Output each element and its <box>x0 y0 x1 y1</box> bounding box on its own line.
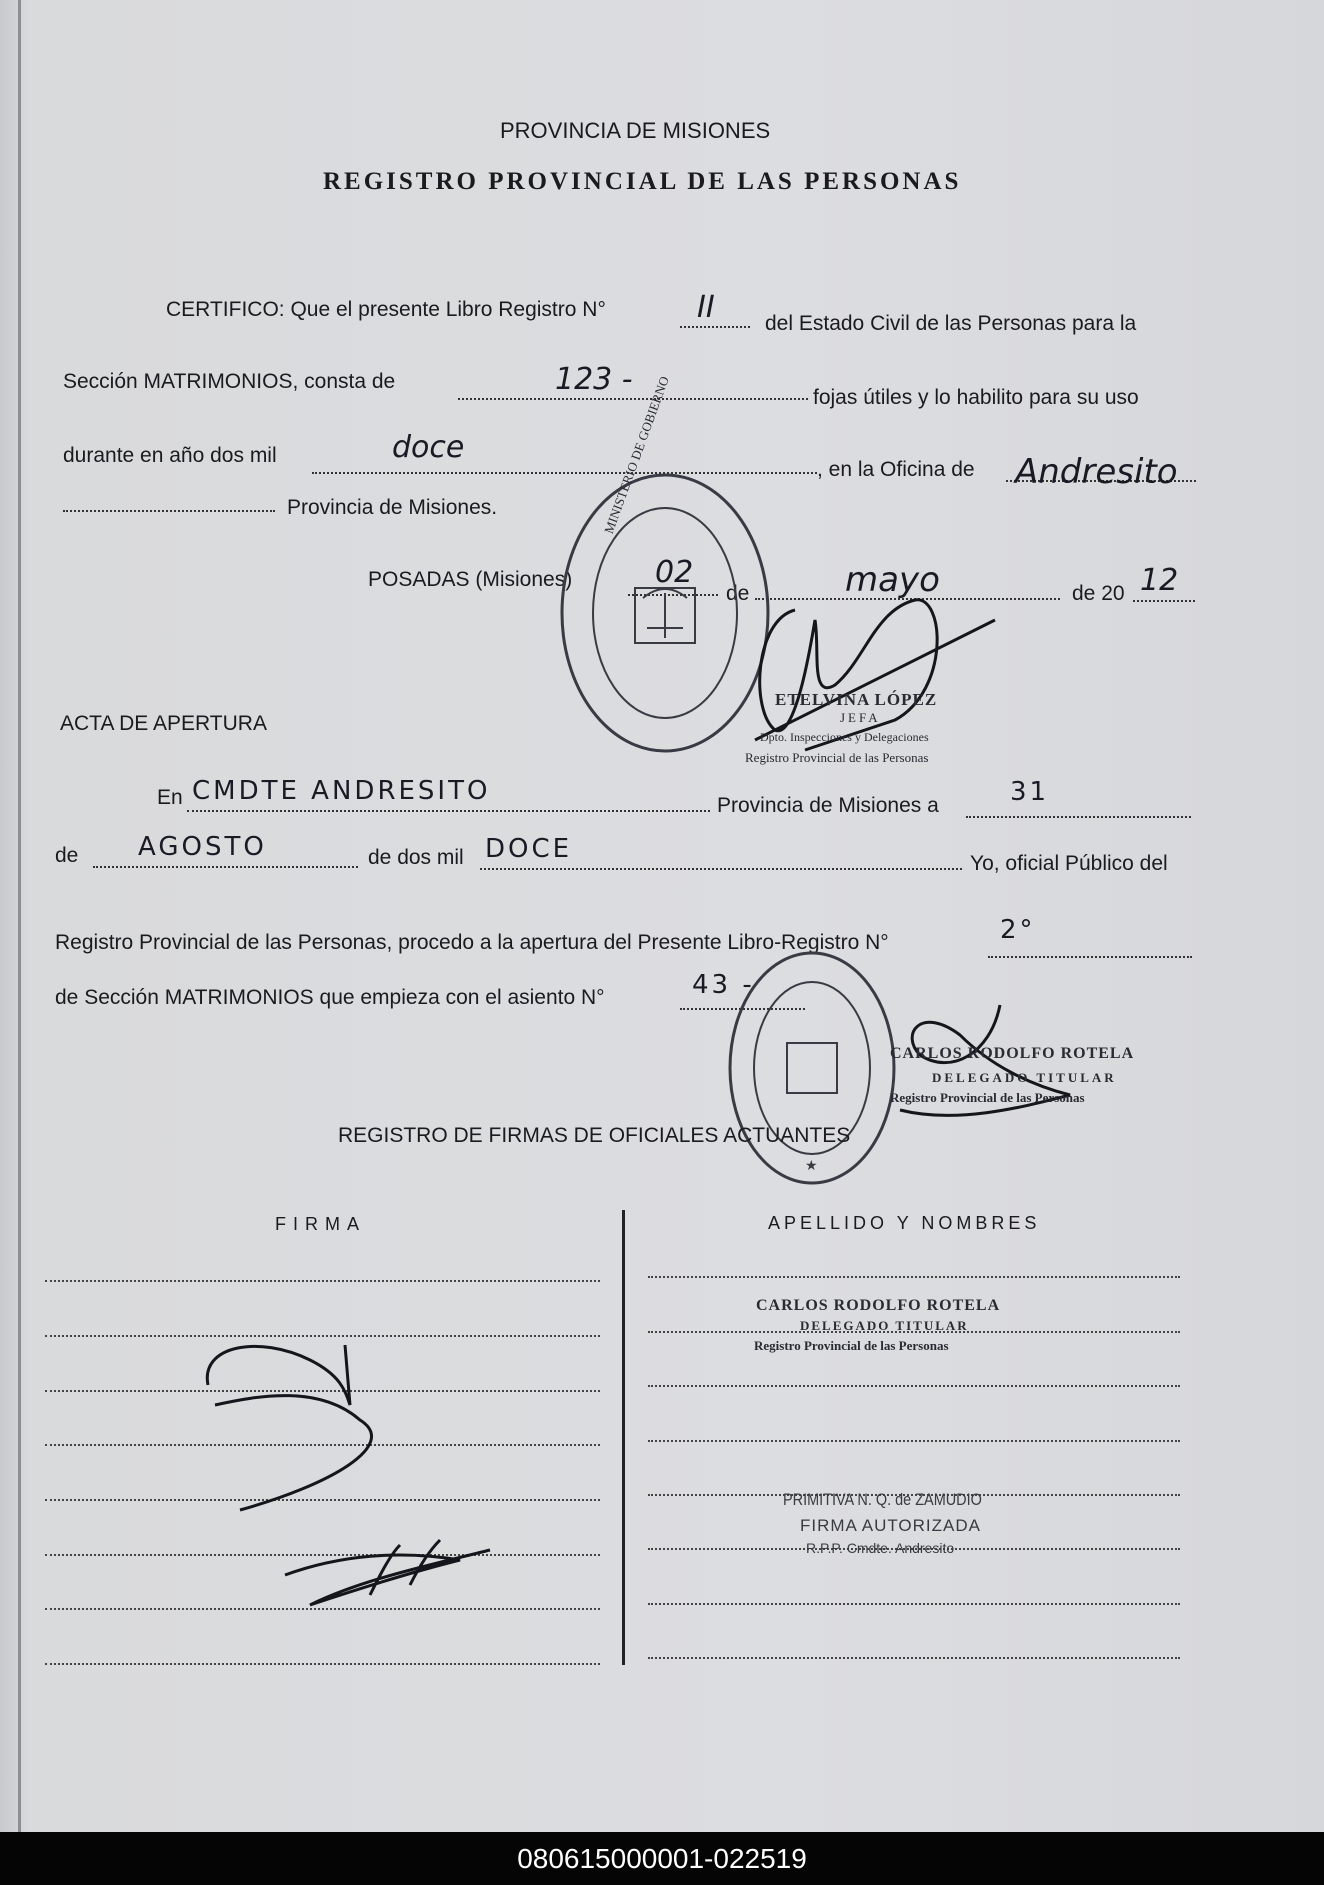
cert-line3-a: durante en año dos mil <box>63 444 277 467</box>
stamp1-name: ETELVINA LÓPEZ <box>775 690 938 709</box>
nombre-line <box>648 1657 1180 1659</box>
cert-line3-b: , en la Oficina de <box>817 458 975 481</box>
page-binding-edge <box>18 0 21 1832</box>
entry1-role: DELEGADO TITULAR <box>800 1318 969 1333</box>
stamp1-dept: Dpto. Inspecciones y Delegaciones <box>760 730 929 744</box>
col-apellido-header: APELLIDO Y NOMBRES <box>768 1213 1041 1233</box>
nombre-line <box>648 1385 1180 1387</box>
barcode-footer: 080615000001-022519 <box>0 1832 1324 1885</box>
year-prefix: de 20 <box>1072 582 1125 605</box>
cert-line2-b: fojas útiles y lo habilito para su uso <box>813 386 1139 409</box>
firma-1-scribble <box>200 1335 430 1515</box>
stamp1-org: Registro Provincial de las Personas <box>745 750 929 765</box>
nombre-line <box>648 1276 1180 1278</box>
acta-lugar-handwritten: CMDTE ANDRESITO <box>192 776 491 806</box>
acta-provincia-label: Provincia de Misiones a <box>717 794 939 817</box>
place-label: POSADAS (Misiones) <box>368 568 573 591</box>
acta-yo-label: Yo, oficial Público del <box>970 852 1168 875</box>
nombre-line <box>648 1440 1180 1442</box>
oficina-handwritten: Andresito <box>1015 452 1178 492</box>
acta-anio-handwritten: DOCE <box>485 834 573 864</box>
cert-line2-a: Sección MATRIMONIOS, consta de <box>63 370 396 393</box>
firma-line <box>45 1280 600 1282</box>
year-handwritten: 12 <box>1140 563 1179 598</box>
anio-handwritten: doce <box>392 430 465 465</box>
firma-line <box>45 1663 600 1665</box>
acta-en-label: En <box>157 786 183 809</box>
nombre-line <box>648 1603 1180 1605</box>
entry1-org: Registro Provincial de las Personas <box>754 1338 949 1353</box>
cert-line4: Provincia de Misiones. <box>287 496 498 519</box>
stamp2-org: Registro Provincial de las Personas <box>890 1090 1085 1105</box>
col-firma-header: FIRMA <box>275 1214 366 1234</box>
acta-heading: ACTA DE APERTURA <box>60 712 267 735</box>
acta-de-label: de <box>55 844 79 867</box>
stamp1-role: JEFA <box>840 710 881 725</box>
acta-dia-handwritten: 31 <box>1010 777 1050 807</box>
entry2-org: R.P.P. Cmdte. Andresito <box>806 1540 955 1556</box>
acta-libro-handwritten: 2° <box>1000 915 1036 945</box>
acta-dosmil-label: de dos mil <box>368 846 464 869</box>
fojas-field <box>458 378 808 400</box>
acta-line3: Registro Provincial de las Personas, procedo a la apertura del Presente Libro-Registro N° <box>55 931 889 954</box>
entry2-role: FIRMA AUTORIZADA <box>800 1516 981 1535</box>
acta-dia-field <box>966 798 1191 818</box>
entry2-name: PRIMITIVA N. Q. de ZAMUDIO <box>783 1490 982 1509</box>
oval-seal-2 <box>725 948 900 1188</box>
acta-line4: de Sección MATRIMONIOS que empieza con el asiento N° <box>55 986 605 1009</box>
acta-mes-handwritten: AGOSTO <box>138 832 267 862</box>
seal1-inner-text: MINISTERIO DE GOBIERNO <box>600 374 672 536</box>
fojas-handwritten: 123 - <box>555 362 633 397</box>
line4-dots <box>63 496 275 512</box>
firmas-heading: REGISTRO DE FIRMAS DE OFICIALES ACTUANTES <box>338 1124 851 1147</box>
cert-line1-a: CERTIFICO: Que el presente Libro Registro N° <box>166 298 606 321</box>
stamp2-name: CARLOS RODOLFO ROTELA <box>890 1045 1135 1062</box>
month-handwritten: mayo <box>845 560 940 600</box>
de-label: de <box>726 582 750 605</box>
column-divider <box>622 1210 625 1665</box>
stamp2-role: DELEGADO TITULAR <box>932 1070 1117 1085</box>
acta-asiento-handwritten: 43 - <box>692 970 755 1000</box>
day-handwritten: 02 <box>655 555 694 590</box>
svg-text:★: ★ <box>805 1158 818 1174</box>
province-title: PROVINCIA DE MISIONES <box>500 118 771 143</box>
entry1-name: CARLOS RODOLFO ROTELA <box>756 1297 1001 1314</box>
libro-num-handwritten: II <box>697 290 715 325</box>
libro-num-field <box>680 300 750 328</box>
cert-line1-b: del Estado Civil de las Personas para la <box>765 312 1137 335</box>
registry-title: REGISTRO PROVINCIAL DE LAS PERSONAS <box>323 168 962 195</box>
firma-2-scribble <box>280 1535 500 1615</box>
